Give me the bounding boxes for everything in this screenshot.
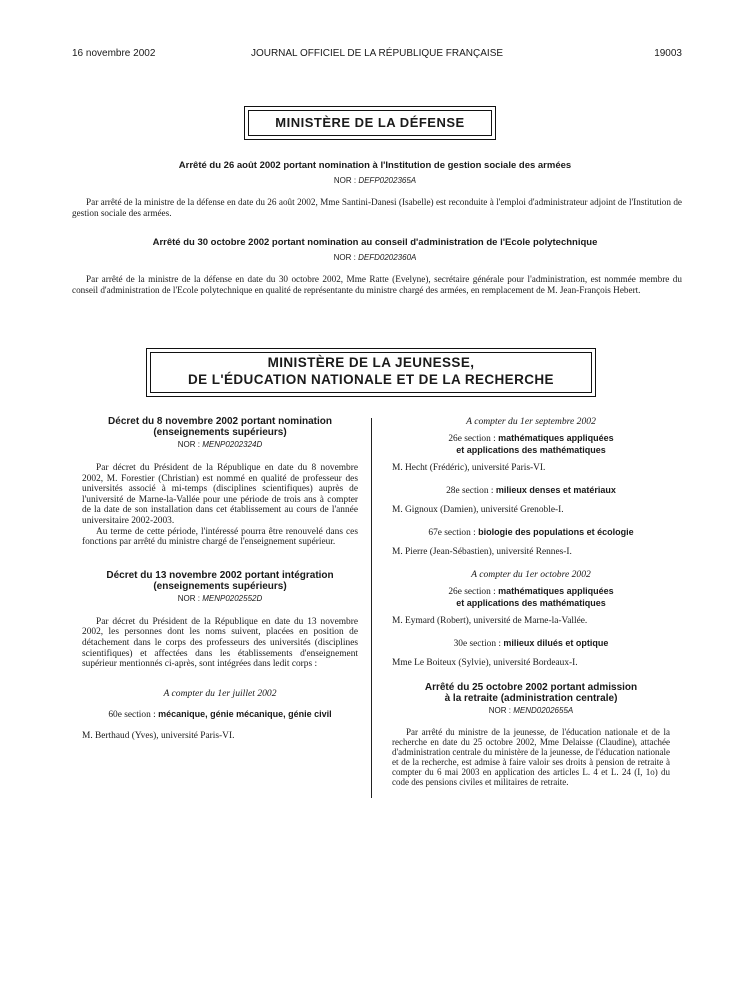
decret-1-body-2: Au terme de cette période, l'intéressé pourra être renouvelé dans ces fonctions par arrêté du ministre chargé de l'enseignement supérieur. [82, 526, 358, 548]
section-30-person: Mme Le Boiteux (Sylvie), université Bordeaux-I. [392, 658, 578, 668]
header-date: 16 novembre 2002 [72, 48, 156, 59]
date-1-octobre: A compter du 1er octobre 2002 [471, 569, 591, 580]
section-28-person: M. Gignoux (Damien), université Grenoble-I. [392, 505, 564, 515]
arrete-3-body: Par arrêté du ministre de la jeunesse, de l'éducation nationale et de la recherche en date du 25 octobre 2002, Mme Delaisse (Claudine), attachée d'administration centrale du ministère de la jeunesse, de l'éducation nationale et de la recherche, est admise à faire valoir ses droits à pension de retraite à compter du 6 mai 2003 en application des articles L. 4 et L. 24 (I, 1o) du code des pensions civiles et militaires de retraite. [392, 727, 670, 787]
section-26: 26e section : mathématiques appliquées et applications des mathématiques [448, 433, 614, 455]
arrete-1-nor-code: DEFP0202365A [358, 176, 417, 185]
ministry-education-title-line-1: MINISTÈRE DE LA JEUNESSE, [267, 355, 475, 370]
decret-2-nor: NOR : MENP0202552D [177, 593, 263, 603]
ministry-defense-title: MINISTÈRE DE LA DÉFENSE [275, 115, 465, 130]
arrete-3-title: Arrêté du 25 octobre 2002 portant admission à la retraite (administration centrale) [424, 682, 638, 704]
section-67-person: M. Pierre (Jean-Sébastien), université Rennes-I. [392, 547, 572, 557]
right-column [392, 416, 670, 787]
decret-1-nor: NOR : MENP0202324D [177, 440, 263, 449]
arrete-1-nor: NOR : DEFP0202365A [333, 176, 417, 185]
date-1-juillet: A compter du 1er juillet 2002 [163, 687, 277, 699]
section-26-bis-person: M. Eymard (Robert), université de Marne-la-Vallée. [392, 616, 588, 626]
section-26-bis: 26e section : mathématiques appliquées et applications des mathématiques [448, 586, 614, 608]
decret-2-body: Par décret du Président de la République en date du 13 novembre 2002, les personnes dont les noms suivent, placées en position de détachement dans le corps des professeurs des universités (disciplines scientifiques) et affectées dans les établissements d'enseignement supérieur mentionnés ci-après, sont intégrées dans ledit corps : [82, 616, 358, 670]
arrete-3-nor: NOR : MEND0202655A [488, 706, 574, 715]
ministry-education-box [150, 352, 592, 393]
arrete-2-nor: NOR : DEFD0202360A [333, 253, 417, 262]
ministry-defense-box [248, 110, 492, 136]
date-1-septembre: A compter du 1er septembre 2002 [466, 416, 596, 427]
left-column [82, 416, 358, 741]
arrete-1-body: Par arrêté de la ministre de la défense en date du 26 août 2002, Mme Santini-Danesi (Isabelle) est reconduite à l'emploi d'administrateur adjoint de l'Institution de gestion sociale des armées. [72, 197, 682, 218]
decret-1-body-1: Par décret du Président de la République en date du 8 novembre 2002, M. Forestier (Christian) est nommé en qualité de professeur des universités associé à mi-temps (disciplines scientifiques) auprès de l'université de Marne-la-Vallée pour une période de trois ans à compter de la date de son installation dans cet établissement au cours de l'année universitaire 2002-2003. [82, 463, 358, 526]
section-60-person: M. Berthaud (Yves), université Paris-VI. [82, 730, 235, 741]
arrete-2-title: Arrêté du 30 octobre 2002 portant nomination au conseil d'administration de l'Ecole polytechnique [152, 237, 598, 248]
page-header [72, 48, 682, 64]
section-67: 67e section : biologie des populations et écologie [428, 527, 634, 538]
header-page-number: 19003 [654, 48, 682, 59]
arrete-1-title: Arrêté du 26 août 2002 portant nomination à l'Institution de gestion sociale des armées [178, 160, 572, 171]
column-divider [371, 418, 372, 798]
decret-1-title: Décret du 8 novembre 2002 portant nomination (enseignements supérieurs) [108, 416, 332, 438]
arrete-2-body: Par arrêté de la ministre de la défense en date du 30 octobre 2002, Mme Ratte (Evelyne), secrétaire générale pour l'administration, est nommée membre du conseil d'administration de l'Ecole polytechnique en qualité de représentante du ministre chargé des armées, en remplacement de M. Jean-François Hebert. [72, 274, 682, 295]
header-journal-title: JOURNAL OFFICIEL DE LA RÉPUBLIQUE FRANÇAISE [250, 48, 504, 59]
arrete-2-nor-code: DEFD0202360A [358, 253, 417, 262]
decret-2-title: Décret du 13 novembre 2002 portant intégration (enseignements supérieurs) [106, 569, 334, 592]
section-26-person: M. Hecht (Frédéric), université Paris-VI. [392, 463, 546, 473]
ministry-education-title-line-2: DE L'ÉDUCATION NATIONALE ET DE LA RECHERCHE [188, 372, 554, 387]
section-28: 28e section : milieux denses et matériaux [446, 485, 616, 496]
section-30: 30e section : milieux dilués et optique [453, 638, 609, 649]
section-60: 60e section : mécanique, génie mécanique, génie civil [108, 708, 332, 720]
